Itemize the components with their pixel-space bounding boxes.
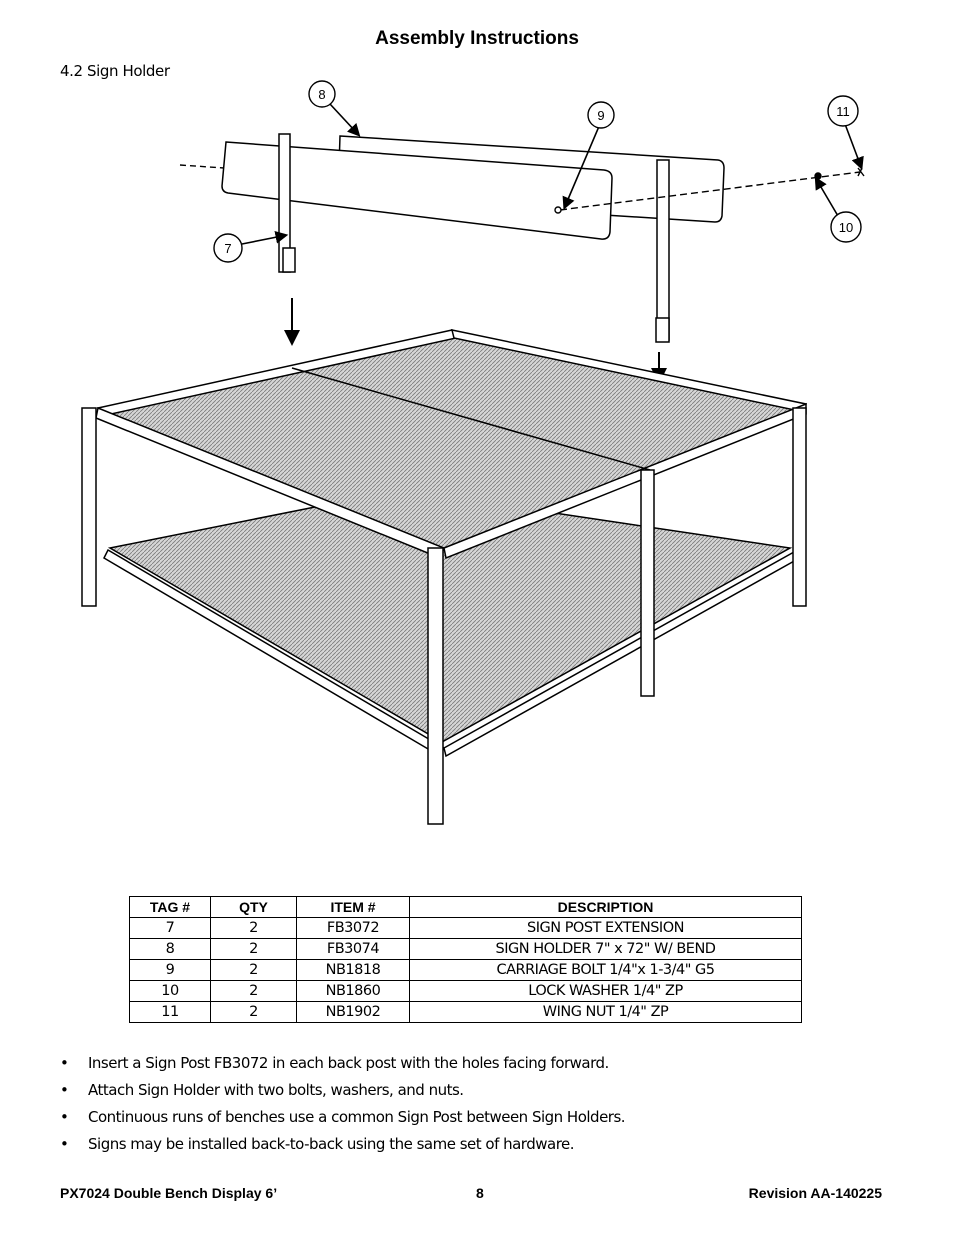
bullet-icon: • [60, 1108, 69, 1126]
table-row [130, 939, 802, 960]
footer-document-title: PX7024 Double Bench Display 6’ [60, 1185, 278, 1201]
table-row [130, 1002, 802, 1023]
cell-tag: 8 [130, 939, 211, 960]
col-item: ITEM # [297, 897, 410, 918]
bullet-icon: • [60, 1054, 69, 1072]
table-row [130, 981, 802, 1002]
parts-table [129, 896, 802, 1023]
table-row [130, 918, 802, 939]
cell-qty: 2 [211, 939, 297, 960]
callout-11-label: 11 [836, 104, 850, 119]
col-description: DESCRIPTION [410, 897, 802, 918]
cell-qty: 2 [211, 918, 297, 939]
cell-description: LOCK WASHER 1/4" ZP [410, 981, 802, 1002]
instruction-text: Attach Sign Holder with two bolts, washers, and nuts. [88, 1081, 464, 1099]
callout-9-label: 9 [597, 108, 605, 123]
table-row [130, 960, 802, 981]
callout-7-label: 7 [224, 241, 232, 256]
cell-tag: 9 [130, 960, 211, 981]
instruction-text: Signs may be installed back-to-back using the same set of hardware. [88, 1135, 575, 1153]
page-title: Assembly Instructions [375, 28, 579, 49]
cell-tag: 7 [130, 918, 211, 939]
col-tag: TAG # [130, 897, 211, 918]
cell-qty: 2 [211, 960, 297, 981]
list-item [60, 1135, 625, 1162]
cell-description: WING NUT 1/4" ZP [410, 1002, 802, 1023]
bullet-icon: • [60, 1081, 69, 1099]
cell-item: FB3074 [297, 939, 410, 960]
instruction-text: Continuous runs of benches use a common Sign Post between Sign Holders. [88, 1108, 626, 1126]
assembly-diagram-svg [60, 80, 890, 840]
instruction-list [60, 1054, 625, 1162]
cell-description: CARRIAGE BOLT 1/4"x 1-3/4" G5 [410, 960, 802, 981]
cell-item: NB1818 [297, 960, 410, 981]
list-item [60, 1081, 625, 1108]
cell-description: SIGN HOLDER 7" x 72" W/ BEND [410, 939, 802, 960]
cell-qty: 2 [211, 1002, 297, 1023]
section-heading: 4.2 Sign Holder [60, 62, 170, 80]
col-qty: QTY [211, 897, 297, 918]
cell-item: NB1860 [297, 981, 410, 1002]
bench-top-shelf [96, 330, 806, 558]
cell-tag: 10 [130, 981, 211, 1002]
table-header-row [130, 897, 802, 918]
assembly-diagram [60, 80, 890, 840]
cell-description: SIGN POST EXTENSION [410, 918, 802, 939]
list-item [60, 1108, 625, 1135]
bullet-icon: • [60, 1135, 69, 1153]
list-item [60, 1054, 625, 1081]
cell-tag: 11 [130, 1002, 211, 1023]
cell-item: FB3072 [297, 918, 410, 939]
callout-10-label: 10 [838, 220, 854, 235]
cell-item: NB1902 [297, 1002, 410, 1023]
sign-holder-panels [222, 136, 724, 239]
footer-page-number: 8 [476, 1185, 484, 1201]
footer-revision: Revision AA-140225 [748, 1185, 882, 1201]
cell-qty: 2 [211, 981, 297, 1002]
callout-8-label: 8 [318, 87, 326, 102]
instruction-text: Insert a Sign Post FB3072 in each back post with the holes facing forward. [88, 1054, 609, 1072]
